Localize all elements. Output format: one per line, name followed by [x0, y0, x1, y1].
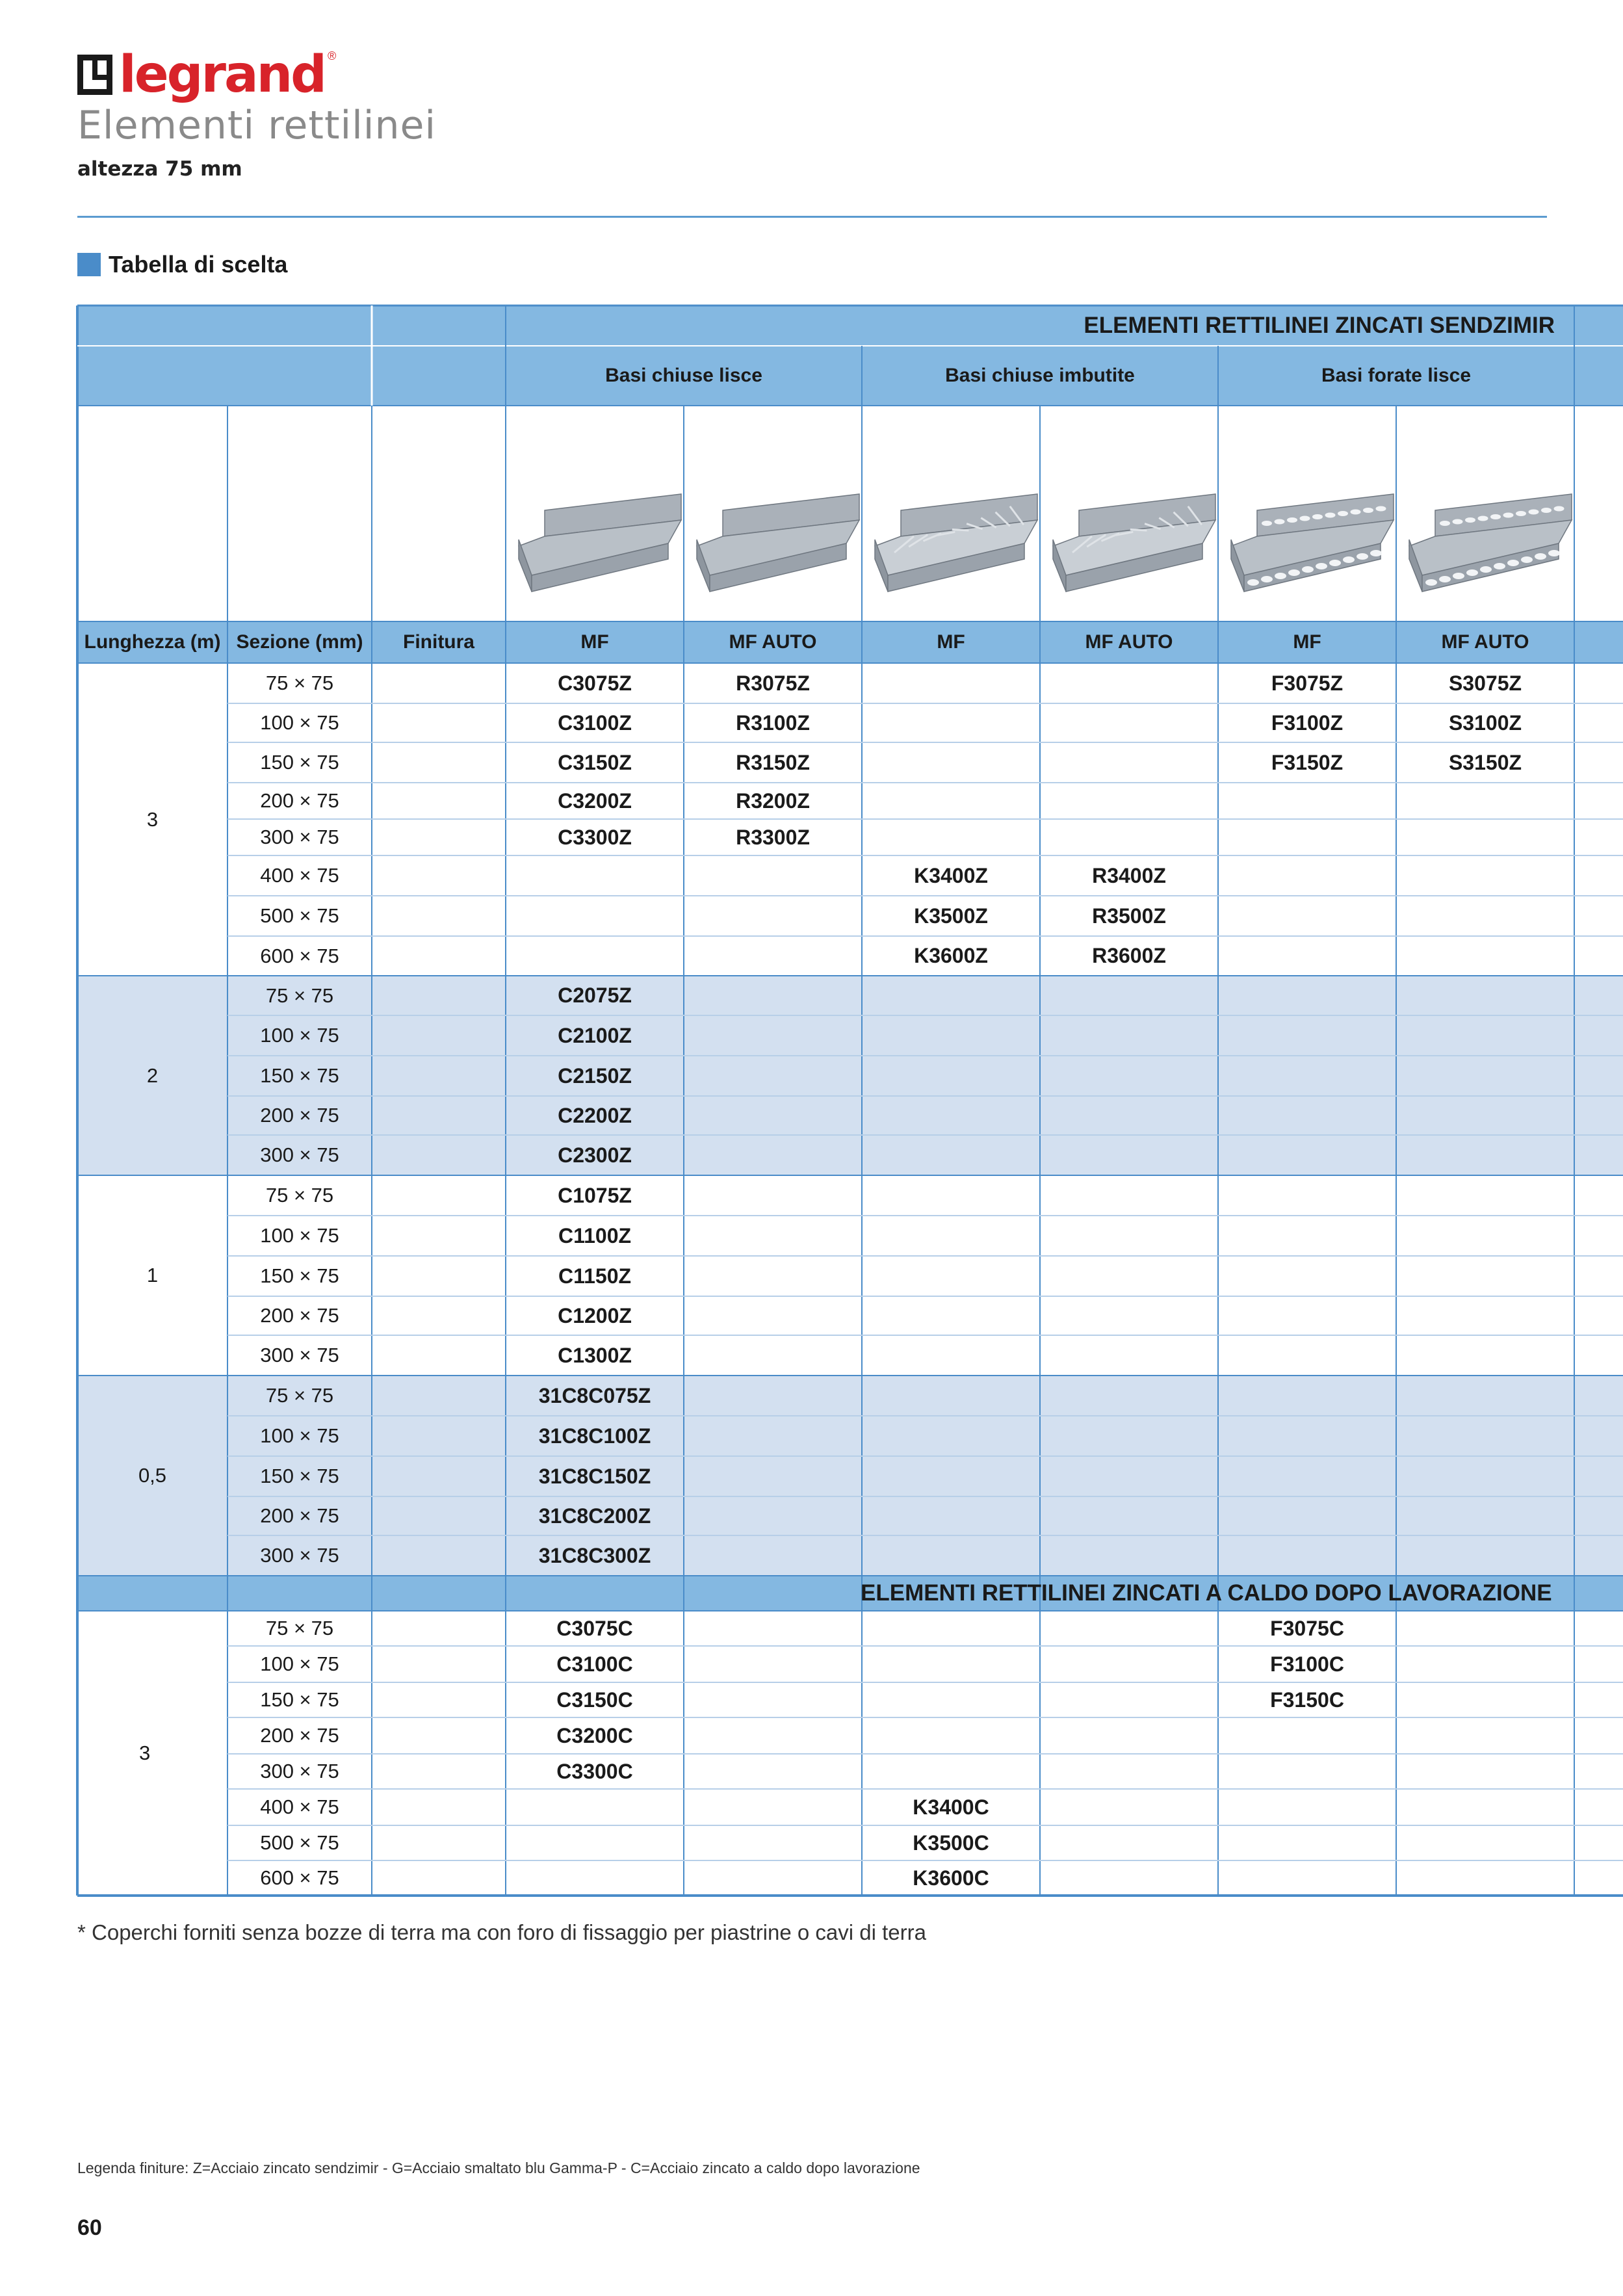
brand-name: legrand — [119, 46, 325, 104]
product-code-cell: R3300Z — [736, 825, 810, 849]
length-cell: 3 — [146, 807, 159, 831]
sezione-cell: 150 × 75 — [260, 1064, 339, 1087]
product-code-cell: K3600Z — [914, 944, 988, 967]
product-image-basi-forate-lisce-mf-auto — [1409, 494, 1572, 592]
product-code-cell: C3300C — [556, 1759, 633, 1783]
product-image-basi-forate-lisce-mf — [1231, 494, 1394, 592]
product-code-cell: F3075C — [1270, 1616, 1344, 1640]
product-code-cell: R3075Z — [736, 671, 810, 695]
sezione-cell: 200 × 75 — [260, 1504, 339, 1527]
product-code-cell: C3100Z — [558, 711, 632, 735]
product-code-cell: C1100Z — [558, 1223, 632, 1247]
section-label: Tabella di scelta — [109, 251, 288, 278]
product-code-cell: R3400Z — [1092, 863, 1166, 887]
product-code-cell: R3500Z — [1092, 904, 1166, 928]
product-code-cell: C3200C — [556, 1723, 633, 1747]
product-code-cell: K3500Z — [914, 904, 988, 928]
product-code-cell: F3100C — [1270, 1652, 1344, 1676]
product-code-cell: C2150Z — [558, 1063, 632, 1088]
subheader-basi-chiuse-lisce: Basi chiuse lisce — [605, 365, 762, 386]
product-code-cell: C1075Z — [558, 1183, 632, 1207]
product-code-cell: K3500C — [913, 1831, 989, 1855]
product-code-cell: C3100C — [556, 1652, 633, 1676]
product-image-basi-chiuse-lisce-mf-auto — [697, 494, 859, 592]
sezione-cell: 75 × 75 — [265, 1184, 334, 1207]
sezione-cell: 150 × 75 — [260, 751, 339, 774]
product-code-cell: F3075Z — [1271, 671, 1344, 695]
sezione-cell: 200 × 75 — [260, 1104, 339, 1127]
sezione-cell: 150 × 75 — [260, 1688, 339, 1711]
sezione-cell: 100 × 75 — [260, 1652, 339, 1675]
page-subtitle: altezza 75 mm — [77, 157, 242, 181]
subheader-basi-forate-lisce: Basi forate lisce — [1321, 365, 1472, 386]
product-code-cell: 31C8C075Z — [538, 1383, 651, 1407]
product-code-cell: C2200Z — [558, 1103, 632, 1127]
column-header-mf-auto-3: MF AUTO — [1441, 631, 1529, 653]
page-number: 60 — [77, 2215, 102, 2240]
product-code-cell: S3150Z — [1448, 750, 1522, 774]
column-header-sezione: Sezione (mm) — [236, 631, 363, 653]
group-header-sendzimir: ELEMENTI RETTILINEI ZINCATI SENDZIMIR — [1084, 313, 1555, 338]
product-code-cell: R3600Z — [1092, 944, 1166, 967]
sezione-cell: 300 × 75 — [260, 826, 339, 848]
product-code-cell: R3200Z — [736, 789, 810, 813]
product-code-cell: K3400Z — [914, 863, 988, 887]
sezione-cell: 150 × 75 — [260, 1264, 339, 1287]
product-code-cell: K3400C — [913, 1795, 989, 1819]
column-header-finitura: Finitura — [403, 631, 474, 653]
product-code-cell: C2075Z — [558, 984, 632, 1007]
product-code-cell: C3075Z — [558, 671, 632, 695]
sezione-cell: 500 × 75 — [260, 1831, 339, 1854]
column-header-mf-2: MF — [937, 631, 965, 653]
product-code-cell: 31C8C300Z — [538, 1543, 651, 1567]
footnote: * Coperchi forniti senza bozze di terra ma con foro di fissaggio per piastrine o cavi di terra — [77, 1920, 926, 1944]
length-cell: 2 — [146, 1063, 159, 1087]
sezione-cell: 75 × 75 — [265, 984, 334, 1007]
product-code-cell: K3600C — [913, 1866, 989, 1890]
length-cell: 0,5 — [138, 1464, 167, 1487]
page-title: Elementi rettilinei — [77, 103, 437, 148]
length-cell: 3 — [139, 1742, 151, 1764]
product-code-cell: 31C8C100Z — [538, 1424, 651, 1448]
sezione-cell: 300 × 75 — [260, 1344, 339, 1366]
sezione-cell: 200 × 75 — [260, 1724, 339, 1747]
sezione-cell: 75 × 75 — [265, 672, 334, 694]
sezione-cell: 500 × 75 — [260, 904, 339, 927]
group-header-zincati-a-caldo: ELEMENTI RETTILINEI ZINCATI A CALDO DOPO LAVORAZIONE — [861, 1580, 1552, 1606]
product-image-basi-chiuse-lisce-mf — [519, 494, 681, 592]
column-header-lunghezza: Lunghezza (m) — [84, 631, 221, 653]
product-code-cell: S3100Z — [1448, 711, 1522, 735]
sezione-cell: 600 × 75 — [260, 1866, 339, 1889]
product-image-basi-chiuse-imbutite-mf-auto — [1053, 494, 1215, 592]
sezione-cell: 400 × 75 — [260, 1795, 339, 1818]
sezione-cell: 600 × 75 — [260, 944, 339, 967]
product-code-cell: C3150Z — [558, 750, 632, 774]
product-code-cell: C1300Z — [558, 1343, 632, 1367]
product-code-cell: C3075C — [556, 1616, 633, 1640]
sezione-cell: 300 × 75 — [260, 1544, 339, 1567]
sezione-cell: 400 × 75 — [260, 864, 339, 887]
product-code-cell: S3075Z — [1448, 671, 1522, 695]
product-code-cell: C2100Z — [558, 1023, 632, 1047]
sezione-cell: 75 × 75 — [265, 1617, 334, 1639]
product-code-cell: C3300Z — [558, 825, 632, 849]
brand-registered-mark: ® — [327, 49, 337, 62]
sezione-cell: 100 × 75 — [260, 1424, 339, 1447]
product-code-cell: F3150C — [1270, 1688, 1344, 1712]
product-code-cell: C3150C — [556, 1688, 633, 1712]
column-header-mf-3: MF — [1293, 631, 1321, 653]
sezione-cell: 150 × 75 — [260, 1465, 339, 1487]
product-code-cell: C1200Z — [558, 1303, 632, 1327]
product-code-cell: 31C8C200Z — [538, 1504, 651, 1528]
product-code-cell: C3200Z — [558, 789, 632, 813]
product-code-cell: 31C8C150Z — [538, 1464, 651, 1488]
column-header-mf-1: MF — [580, 631, 609, 653]
sezione-cell: 100 × 75 — [260, 1024, 339, 1047]
sezione-cell: 100 × 75 — [260, 711, 339, 734]
sezione-cell: 200 × 75 — [260, 789, 339, 812]
finish-legend: Legenda finiture: Z=Acciaio zincato sendzimir - G=Acciaio smaltato blu Gamma-P - C=Acciaio zincato a caldo dopo lavorazione — [77, 2159, 920, 2176]
sezione-cell: 300 × 75 — [260, 1760, 339, 1782]
product-code-cell: C1150Z — [558, 1264, 632, 1288]
product-code-cell: R3100Z — [736, 711, 810, 735]
product-code-cell: F3150Z — [1271, 750, 1344, 774]
subheader-basi-chiuse-imbutite: Basi chiuse imbutite — [945, 365, 1135, 386]
product-image-basi-chiuse-imbutite-mf — [875, 494, 1037, 592]
column-header-mf-auto-1: MF AUTO — [729, 631, 817, 653]
length-cell: 1 — [146, 1264, 159, 1286]
sezione-cell: 75 × 75 — [265, 1384, 334, 1407]
column-header-mf-auto-2: MF AUTO — [1085, 631, 1173, 653]
product-code-cell: R3150Z — [736, 750, 810, 774]
product-code-cell: F3100Z — [1271, 711, 1344, 735]
sezione-cell: 300 × 75 — [260, 1143, 339, 1166]
sezione-cell: 200 × 75 — [260, 1304, 339, 1327]
product-code-cell: C2300Z — [558, 1143, 632, 1167]
sezione-cell: 100 × 75 — [260, 1224, 339, 1247]
